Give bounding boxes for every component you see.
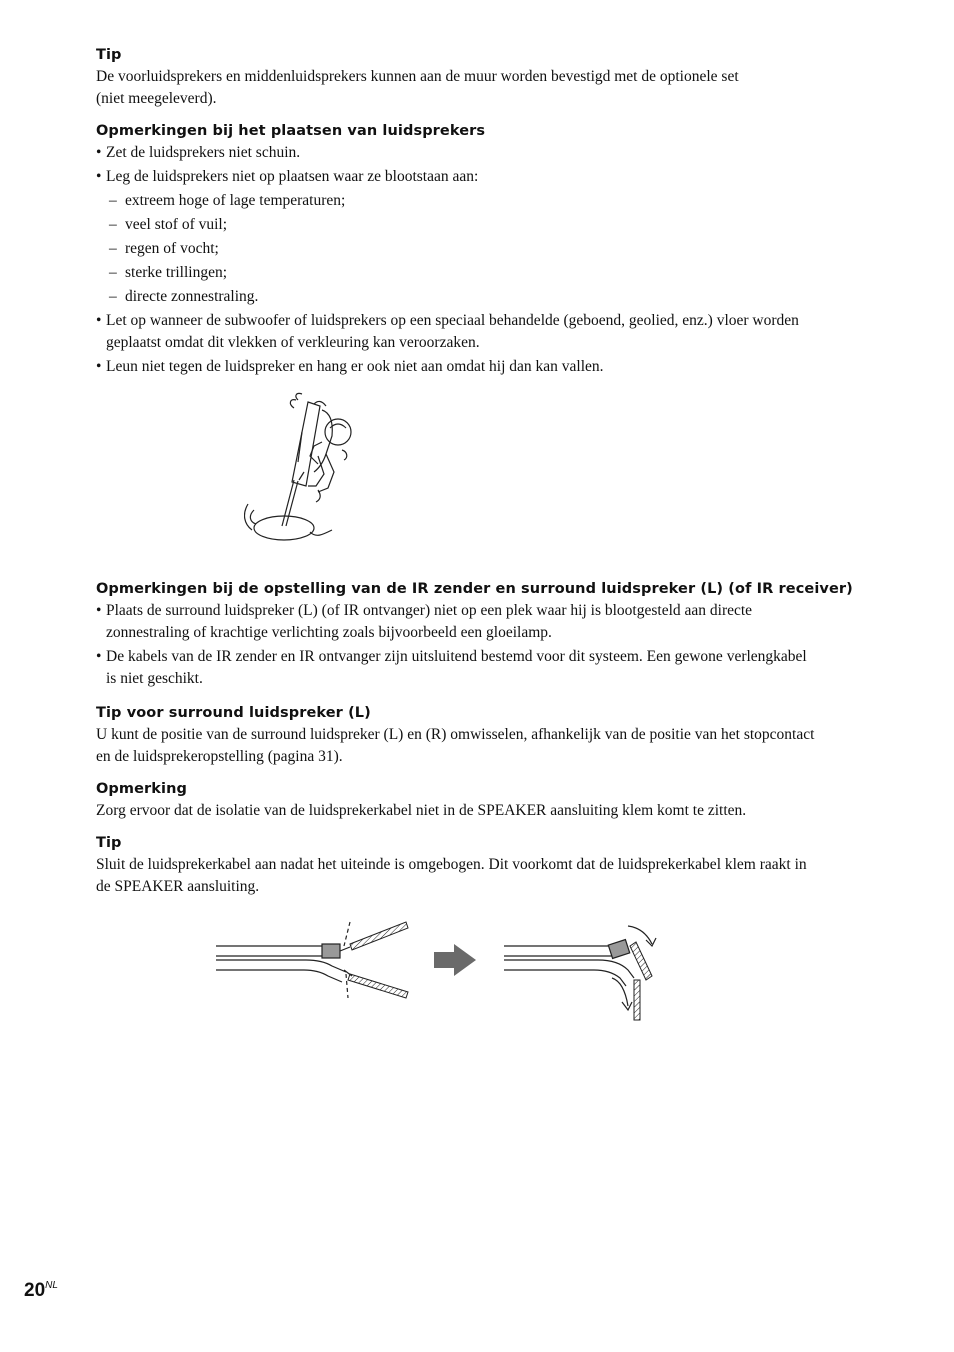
list-item-line: De kabels van de IR zender en IR ontvanger zijn uitsluitend bestemd voor dit systeem. Een gewone verlengkabel: [106, 648, 807, 665]
list-item-text: Leg de luidsprekers niet op plaatsen waar ze blootstaan aan:: [106, 168, 479, 185]
ir-heading: Opmerkingen bij de opstelling van de IR zender en surround luidspreker (L) (of IR receiver): [96, 581, 853, 597]
list-item-line: is niet geschikt.: [106, 670, 203, 687]
list-item: [96, 646, 896, 690]
condition-list: [96, 190, 896, 308]
list-item-line: zonnestraling of krachtige verlichting zoals bijvoorbeeld een gloeilamp.: [106, 624, 552, 641]
page-lang: NL: [45, 1280, 58, 1291]
tip-heading: Tip: [96, 47, 122, 63]
list-item: [96, 600, 896, 644]
list-item: [96, 310, 896, 354]
speaker-warning-illustration: [244, 392, 356, 554]
dash-item: – veel stof of vuil;: [96, 214, 896, 236]
dash-item: – regen of vocht;: [96, 238, 896, 260]
stripped-wire: [350, 922, 408, 950]
page-number: [24, 1280, 58, 1302]
note-text: Zorg ervoor dat de isolatie van de luidsprekerkabel niet in de SPEAKER aansluiting klem komt te zitten.: [96, 802, 747, 819]
arrow-right-icon: [434, 944, 476, 976]
ir-list: [96, 600, 896, 690]
list-item-line: geplaatst omdat dit vlekken of verkleuring kan veroorzaken.: [106, 334, 480, 351]
placement-heading: Opmerkingen bij het plaatsen van luidsprekers: [96, 123, 486, 139]
bent-wire: [634, 980, 640, 1020]
list-item-line: Plaats de surround luidspreker (L) (of IR ontvanger) niet op een plek waar hij is blootgesteld aan directe: [106, 602, 753, 619]
dash-item: – sterke trillingen;: [96, 262, 896, 284]
note-heading: Opmerking: [96, 781, 188, 797]
illustration-spacer: [96, 380, 896, 578]
tip3-line: Sluit de luidsprekerkabel aan nadat het uiteinde is omgebogen. Dit voorkomt dat de luidsprekerkabel klem raakt in: [96, 856, 807, 873]
crimp-sleeve: [322, 944, 340, 958]
page-content: [96, 44, 896, 898]
surround-tip-line: en de luidsprekeropstelling (pagina 31).: [96, 748, 343, 765]
list-item: [96, 166, 896, 188]
stripped-wire: [348, 974, 408, 998]
placement-list-cont: [96, 310, 896, 378]
dash-item: – extreem hoge of lage temperaturen;: [96, 190, 896, 212]
tip3-line: de SPEAKER aansluiting.: [96, 878, 260, 895]
list-item: • Leun niet tegen de luidspreker en hang er ook niet aan omdat hij dan kan vallen.: [96, 356, 896, 378]
list-item: • Zet de luidsprekers niet schuin.: [96, 142, 896, 164]
tip-text-line: (niet meegeleverd).: [96, 90, 217, 107]
dash-item: – directe zonnestraling.: [96, 286, 896, 308]
speaker-cabinet: [292, 402, 320, 486]
crimp-sleeve: [608, 940, 629, 959]
cable-bend-illustration: [214, 918, 664, 1024]
person-head: [325, 419, 351, 445]
list-item-line: Let op wanneer de subwoofer of luidsprekers op een speciaal behandelde (geboend, geolied, enz.) vloer worden: [106, 312, 799, 329]
placement-list: [96, 142, 896, 188]
surround-tip-heading: Tip voor surround luidspreker (L): [96, 705, 371, 721]
bent-wire: [630, 942, 652, 980]
tip3-heading: Tip: [96, 835, 122, 851]
page-number-value: 20: [24, 1280, 46, 1301]
surround-tip-line: U kunt de positie van de surround luidspreker (L) en (R) omwisselen, afhankelijk van de positie van het stopcontact: [96, 726, 815, 743]
tip-text-line: De voorluidsprekers en middenluidsprekers kunnen aan de muur worden bevestigd met de optionele set: [96, 68, 739, 85]
